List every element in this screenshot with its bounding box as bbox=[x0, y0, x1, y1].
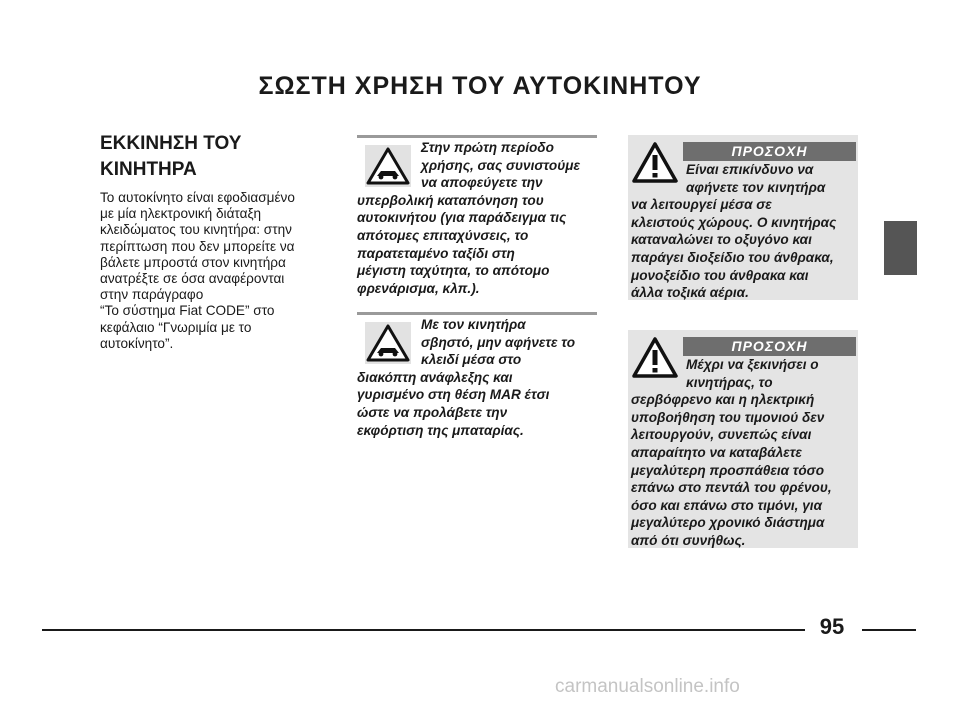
note-line: χρήσης, σας συνιστούμε bbox=[421, 157, 580, 173]
warning-line: κλειστούς χώρους. Ο κινητήρας bbox=[631, 214, 837, 230]
caution-note bbox=[357, 312, 597, 442]
body-line: κλειδώματος του κινητήρα: στην bbox=[100, 222, 292, 238]
warning-line: Είναι επικίνδυνο να bbox=[686, 162, 814, 177]
page-title: ΣΩΣΤΗ ΧΡΗΣΗ ΤΟΥ ΑΥΤΟΚΙΝΗΤΟΥ bbox=[258, 72, 702, 100]
note-line: φρενάρισμα, κλπ.). bbox=[357, 280, 480, 296]
warning-line: να λειτουργεί μέσα σε bbox=[631, 197, 772, 213]
warning-line: καταναλώνει το οξυγόνο και bbox=[631, 232, 812, 248]
body-line: κεφάλαιο “Γνωριμία με το bbox=[100, 319, 252, 335]
body-line: βάλετε μπροστά στον κινητήρα bbox=[100, 254, 286, 270]
note-line: αυτοκινήτου (για παράδειγμα τις bbox=[357, 210, 567, 226]
warning-text bbox=[628, 161, 836, 302]
body-line: στην παράγραφο bbox=[100, 287, 204, 303]
footer-rule bbox=[42, 629, 805, 631]
body-line: ανατρέξτε σε όσα αναφέρονται bbox=[100, 271, 285, 287]
caution-note bbox=[357, 135, 597, 295]
warning-box bbox=[628, 330, 858, 548]
note-line: διακόπτη ανάφλεξης και bbox=[357, 369, 513, 385]
note-line: υπερβολική καταπόνηση του bbox=[357, 192, 544, 208]
warning-line: κινητήρας, το bbox=[686, 374, 773, 390]
body-line: Το αυτοκίνητο είναι εφοδιασμένο bbox=[100, 190, 295, 205]
warning-line: απαραίτητο να καταβάλετε bbox=[631, 444, 802, 460]
note-line: γυρισμένο στη θέση MAR έτσι bbox=[357, 387, 550, 403]
footer-rule bbox=[862, 629, 916, 631]
note-line: ώστε να προλάβετε την bbox=[357, 404, 508, 420]
warning-line: όσο και επάνω στο τιμόνι, για bbox=[631, 497, 823, 513]
warning-line: μεγαλύτερη προσπάθεια τόσο bbox=[631, 462, 824, 478]
note-text bbox=[357, 139, 597, 297]
note-line: να αποφεύγετε την bbox=[421, 175, 543, 191]
note-divider bbox=[357, 312, 597, 315]
warning-line: λειτουργούν, συνεπώς είναι bbox=[631, 427, 812, 443]
body-line: αυτοκίνητο”. bbox=[100, 335, 174, 351]
page-number: 95 bbox=[819, 614, 845, 639]
warning-label: ΠΡΟΣΟΧΗ bbox=[683, 142, 856, 161]
watermark: carmanualsonline.info bbox=[555, 676, 740, 697]
note-line: κλειδί μέσα στο bbox=[421, 352, 522, 368]
note-line: μέγιστη ταχύτητα, το απότομο bbox=[357, 263, 550, 279]
warning-line: υποβοήθηση του τιμονιού δεν bbox=[631, 409, 825, 425]
warning-line: αφήνετε τον κινητήρα bbox=[686, 179, 826, 195]
section-heading-line: ΚΙΝΗΤΗΡΑ bbox=[100, 159, 197, 180]
chapter-tab bbox=[884, 221, 917, 275]
warning-line: επάνω στο πεντάλ του φρένου, bbox=[631, 480, 832, 496]
note-divider bbox=[357, 135, 597, 138]
warning-line: Μέχρι να ξεκινήσει ο bbox=[686, 357, 819, 372]
body-line: με μία ηλεκτρονική διάταξη bbox=[100, 206, 262, 222]
note-line: Στην πρώτη περίοδο bbox=[421, 140, 554, 155]
section-body bbox=[100, 190, 340, 352]
body-line: “Το σύστημα Fiat CODE” στο bbox=[100, 303, 275, 319]
body-line: περίπτωση που δεν μπορείτε να bbox=[100, 238, 295, 254]
section-heading-line: ΕΚΚΙΝΗΣΗ ΤΟΥ bbox=[100, 133, 242, 154]
warning-line: μεγαλύτερο χρονικό διάστημα bbox=[631, 515, 825, 531]
note-text bbox=[357, 316, 597, 439]
note-line: σβηστό, μην αφήνετε το bbox=[421, 334, 576, 350]
warning-box bbox=[628, 135, 858, 300]
note-line: παρατεταμένο ταξίδι στη bbox=[357, 245, 515, 261]
warning-line: μονοξείδιο του άνθρακα και bbox=[631, 267, 809, 283]
note-line: απότομες επιταχύνσεις, το bbox=[357, 227, 529, 243]
warning-line: άλλα τοξικά αέρια. bbox=[631, 285, 749, 301]
warning-label: ΠΡΟΣΟΧΗ bbox=[683, 337, 856, 356]
section-heading bbox=[100, 131, 330, 183]
note-line: εκφόρτιση της μπαταρίας. bbox=[357, 422, 524, 438]
warning-text bbox=[628, 356, 832, 550]
warning-line: από ότι συνήθως. bbox=[631, 532, 746, 548]
note-line: Με τον κινητήρα bbox=[421, 317, 526, 332]
warning-line: σερβόφρενο και η ηλεκτρική bbox=[631, 392, 815, 408]
warning-line: παράγει διοξείδιο του άνθρακα, bbox=[631, 249, 834, 265]
